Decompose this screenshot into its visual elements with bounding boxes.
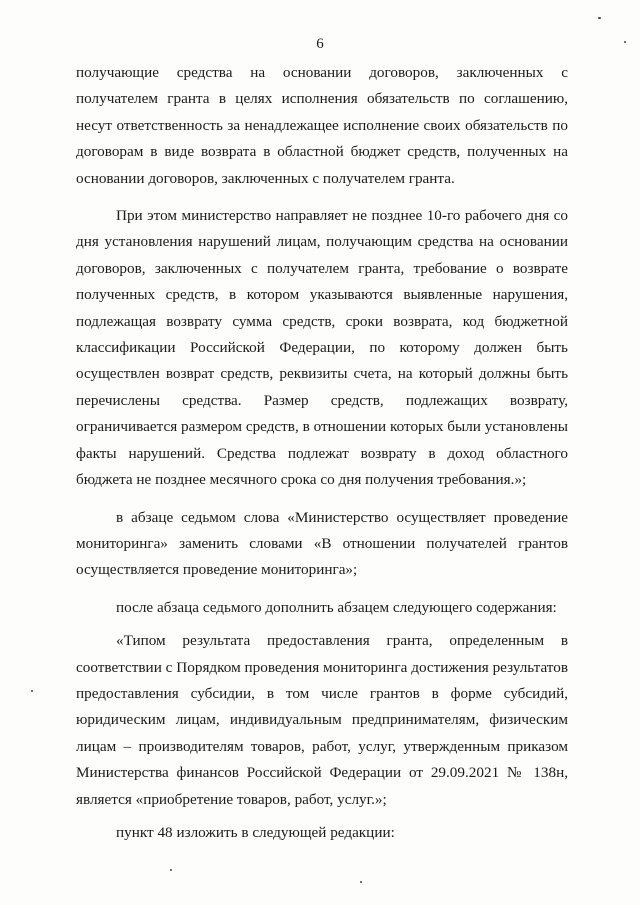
scan-speck (360, 881, 362, 883)
page-number: 6 (316, 36, 324, 52)
paragraph-2: При этом министерство направляет не позднее 10-го рабочего дня со дня установления нарушений лицам, получающим средства на основании договоров, заключенных с получателем гранта, требование о возврате полученных средств, в котором указываются выявленные нарушения, подлежащая возврату сумма средств, сроки возврата, код бюджетной классификации Российской Федерации, по которому должен быть осуществлен возврат средств, реквизиты счета, на который должны быть перечислены средства. Размер средств, подлежащих возврату, ограничивается размером средств, в отношении которых были установлены факты нарушений. Средства подлежат возврату в доход областного бюджета не позднее месячного срока со дня получения требования.»; (76, 207, 568, 489)
paragraph-5: «Типом результата предоставления гранта, определенным в соответствии с Порядком проведения мониторинга достижения результатов предоставления субсидии, в том числе грантов в форме субсидий, юридическим лицам, индивидуальным предпринимателям, физическим лицам – производителям товаров, работ, услуг, утвержденным приказом Министерства финансов Российской Федерации от 29.09.2021 № 138н, является «приобретение товаров, работ, услуг.»; (76, 632, 568, 808)
scan-speck (31, 690, 33, 692)
paragraph-4: после абзаца седьмого дополнить абзацем следующего содержания: (116, 598, 557, 616)
paragraph-1: получающие средства на основании договоров, заключенных с получателем гранта в целях исполнения обязательств по соглашению, несут ответственность за ненадлежащее исполнение своих обязательств по договорам в виде возврата в областной бюджет средств, полученных на основании договоров, заключенных с получателем гранта. (76, 64, 568, 187)
scan-speck (598, 17, 601, 19)
scan-speck (624, 41, 626, 43)
paragraph-3: в абзаце седьмом слова «Министерство осуществляет проведение мониторинга» заменить словами «В отношении получателей грантов осуществляется проведение мониторинга»; (76, 508, 568, 579)
document-body (76, 60, 568, 846)
scan-speck (170, 869, 172, 871)
paragraph-6: пункт 48 изложить в следующей редакции: (116, 823, 395, 841)
